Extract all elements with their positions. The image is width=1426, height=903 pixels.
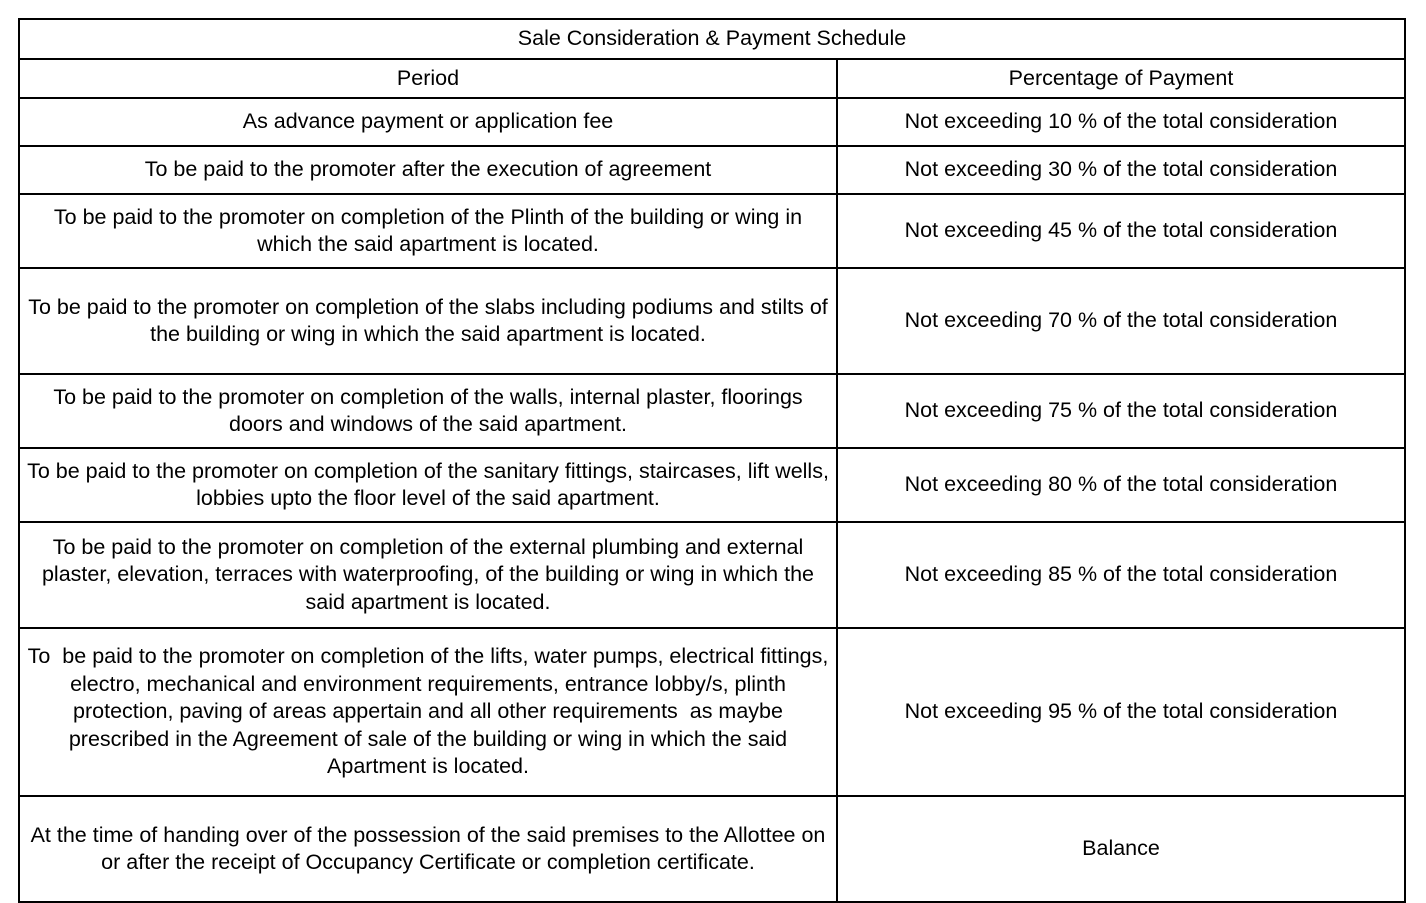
payment-schedule-table — [18, 18, 1406, 903]
cell-period: To be paid to the promoter on completion of the lifts, water pumps, electrical fittings, electro, mechanical and environment requirements, entrance lobby/s, plinth protection, paving of areas appertain and all other requirements as maybe prescribed in the Agreement of sale of the building or wing in which the said Apartment is located. — [19, 628, 837, 796]
cell-percentage: Not exceeding 95 % of the total consideration — [837, 628, 1405, 796]
cell-percentage: Not exceeding 80 % of the total consideration — [837, 448, 1405, 522]
table-body — [19, 98, 1405, 902]
cell-percentage: Not exceeding 75 % of the total consideration — [837, 374, 1405, 448]
column-header-period: Period — [19, 59, 837, 99]
table-title-row — [19, 19, 1405, 59]
cell-period: To be paid to the promoter on completion of the walls, internal plaster, floorings doors and windows of the said apartment. — [19, 374, 837, 448]
cell-percentage: Not exceeding 85 % of the total consideration — [837, 522, 1405, 628]
table-row — [19, 146, 1405, 194]
cell-period: At the time of handing over of the possession of the said premises to the Allottee on or after the receipt of Occupancy Certificate or completion certificate. — [19, 796, 837, 902]
table-row — [19, 268, 1405, 374]
table-row — [19, 522, 1405, 628]
cell-percentage: Not exceeding 30 % of the total consideration — [837, 146, 1405, 194]
table-row — [19, 628, 1405, 796]
table-row — [19, 796, 1405, 902]
table-header-row — [19, 59, 1405, 99]
table-title: Sale Consideration & Payment Schedule — [19, 19, 1405, 59]
table-row — [19, 98, 1405, 146]
cell-percentage: Not exceeding 10 % of the total consideration — [837, 98, 1405, 146]
cell-period: As advance payment or application fee — [19, 98, 837, 146]
table-row — [19, 194, 1405, 268]
cell-period: To be paid to the promoter on completion of the Plinth of the building or wing in which the said apartment is located. — [19, 194, 837, 268]
cell-period: To be paid to the promoter on completion of the sanitary fittings, staircases, lift wells, lobbies upto the floor level of the said apartment. — [19, 448, 837, 522]
cell-percentage: Not exceeding 70 % of the total consideration — [837, 268, 1405, 374]
table-head — [19, 19, 1405, 98]
cell-period: To be paid to the promoter on completion of the external plumbing and external plaster, elevation, terraces with waterproofing, of the building or wing in which the said apartment is located. — [19, 522, 837, 628]
cell-percentage: Not exceeding 45 % of the total consideration — [837, 194, 1405, 268]
column-header-percentage: Percentage of Payment — [837, 59, 1405, 99]
cell-period: To be paid to the promoter after the execution of agreement — [19, 146, 837, 194]
table-row — [19, 448, 1405, 522]
cell-percentage: Balance — [837, 796, 1405, 902]
table-row — [19, 374, 1405, 448]
cell-period: To be paid to the promoter on completion of the slabs including podiums and stilts of the building or wing in which the said apartment is located. — [19, 268, 837, 374]
